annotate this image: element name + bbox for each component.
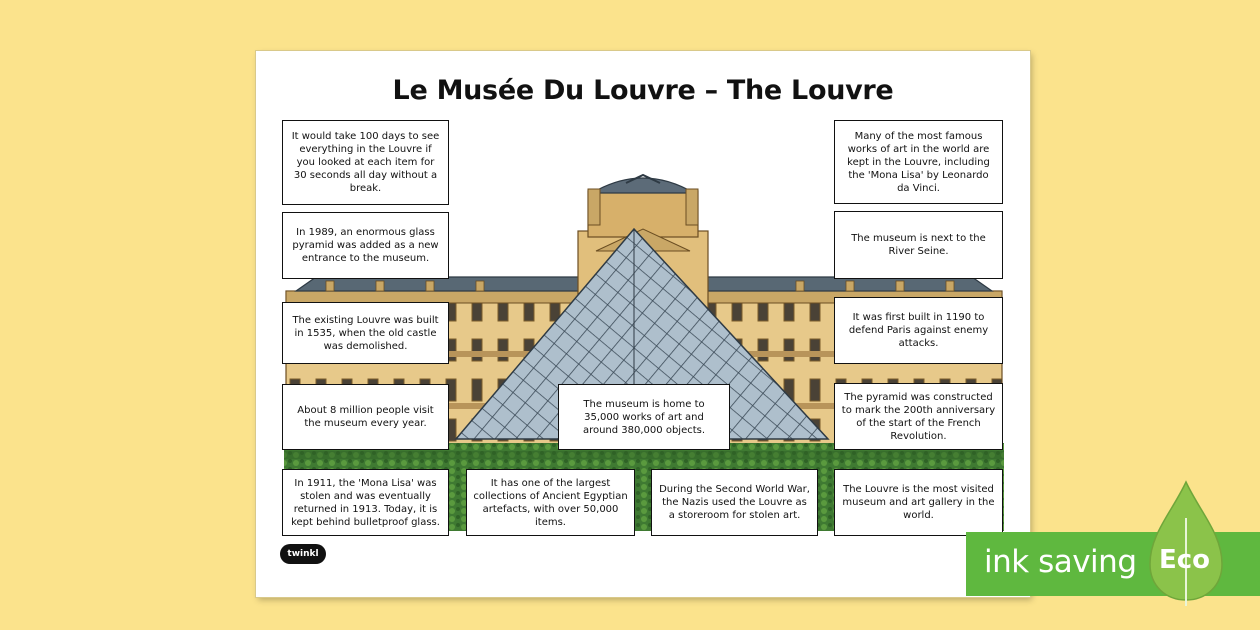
fact-box-200th-anniversary: The pyramid was constructed to mark the 200th anniversary of the start of the French Revolution.: [834, 383, 1003, 450]
fact-box-mona-lisa-stolen: In 1911, the 'Mona Lisa' was stolen and was eventually returned in 1913. Today, it is kept behind bulletproof glass.: [282, 469, 449, 536]
fact-box-famous-works: Many of the most famous works of art in the world are kept in the Louvre, including the 'Mona Lisa' by Leonardo da Vinci.: [834, 120, 1003, 204]
page-title: Le Musée Du Louvre – The Louvre: [392, 75, 894, 106]
ink-saving-label: ink saving: [984, 544, 1137, 580]
fact-box-built-1535: The existing Louvre was built in 1535, when the old castle was demolished.: [282, 302, 449, 364]
twinkl-logo: twinkl: [280, 544, 326, 564]
fact-box-works-of-art: The museum is home to 35,000 works of art and around 380,000 objects.: [558, 384, 730, 450]
fact-box-most-visited: The Louvre is the most visited museum and art gallery in the world.: [834, 469, 1003, 536]
fact-box-visitors: About 8 million people visit the museum every year.: [282, 384, 449, 450]
fact-box-second-world-war: During the Second World War, the Nazis used the Louvre as a storeroom for stolen art.: [651, 469, 818, 536]
fact-box-river-seine: The museum is next to the River Seine.: [834, 211, 1003, 279]
eco-leaf-drop-icon: [1148, 478, 1224, 608]
eco-label: Eco: [1159, 545, 1211, 575]
fact-box-egyptian-artefacts: It has one of the largest collections of Ancient Egyptian artefacts, with over 50,000 items.: [466, 469, 635, 536]
worksheet: [256, 51, 1030, 597]
fact-box-glass-pyramid: In 1989, an enormous glass pyramid was added as a new entrance to the museum.: [282, 212, 449, 279]
fact-box-built-1190: It was first built in 1190 to defend Paris against enemy attacks.: [834, 297, 1003, 364]
fact-box-100-days: It would take 100 days to see everything in the Louvre if you looked at each item for 30 seconds all day without a break.: [282, 120, 449, 205]
